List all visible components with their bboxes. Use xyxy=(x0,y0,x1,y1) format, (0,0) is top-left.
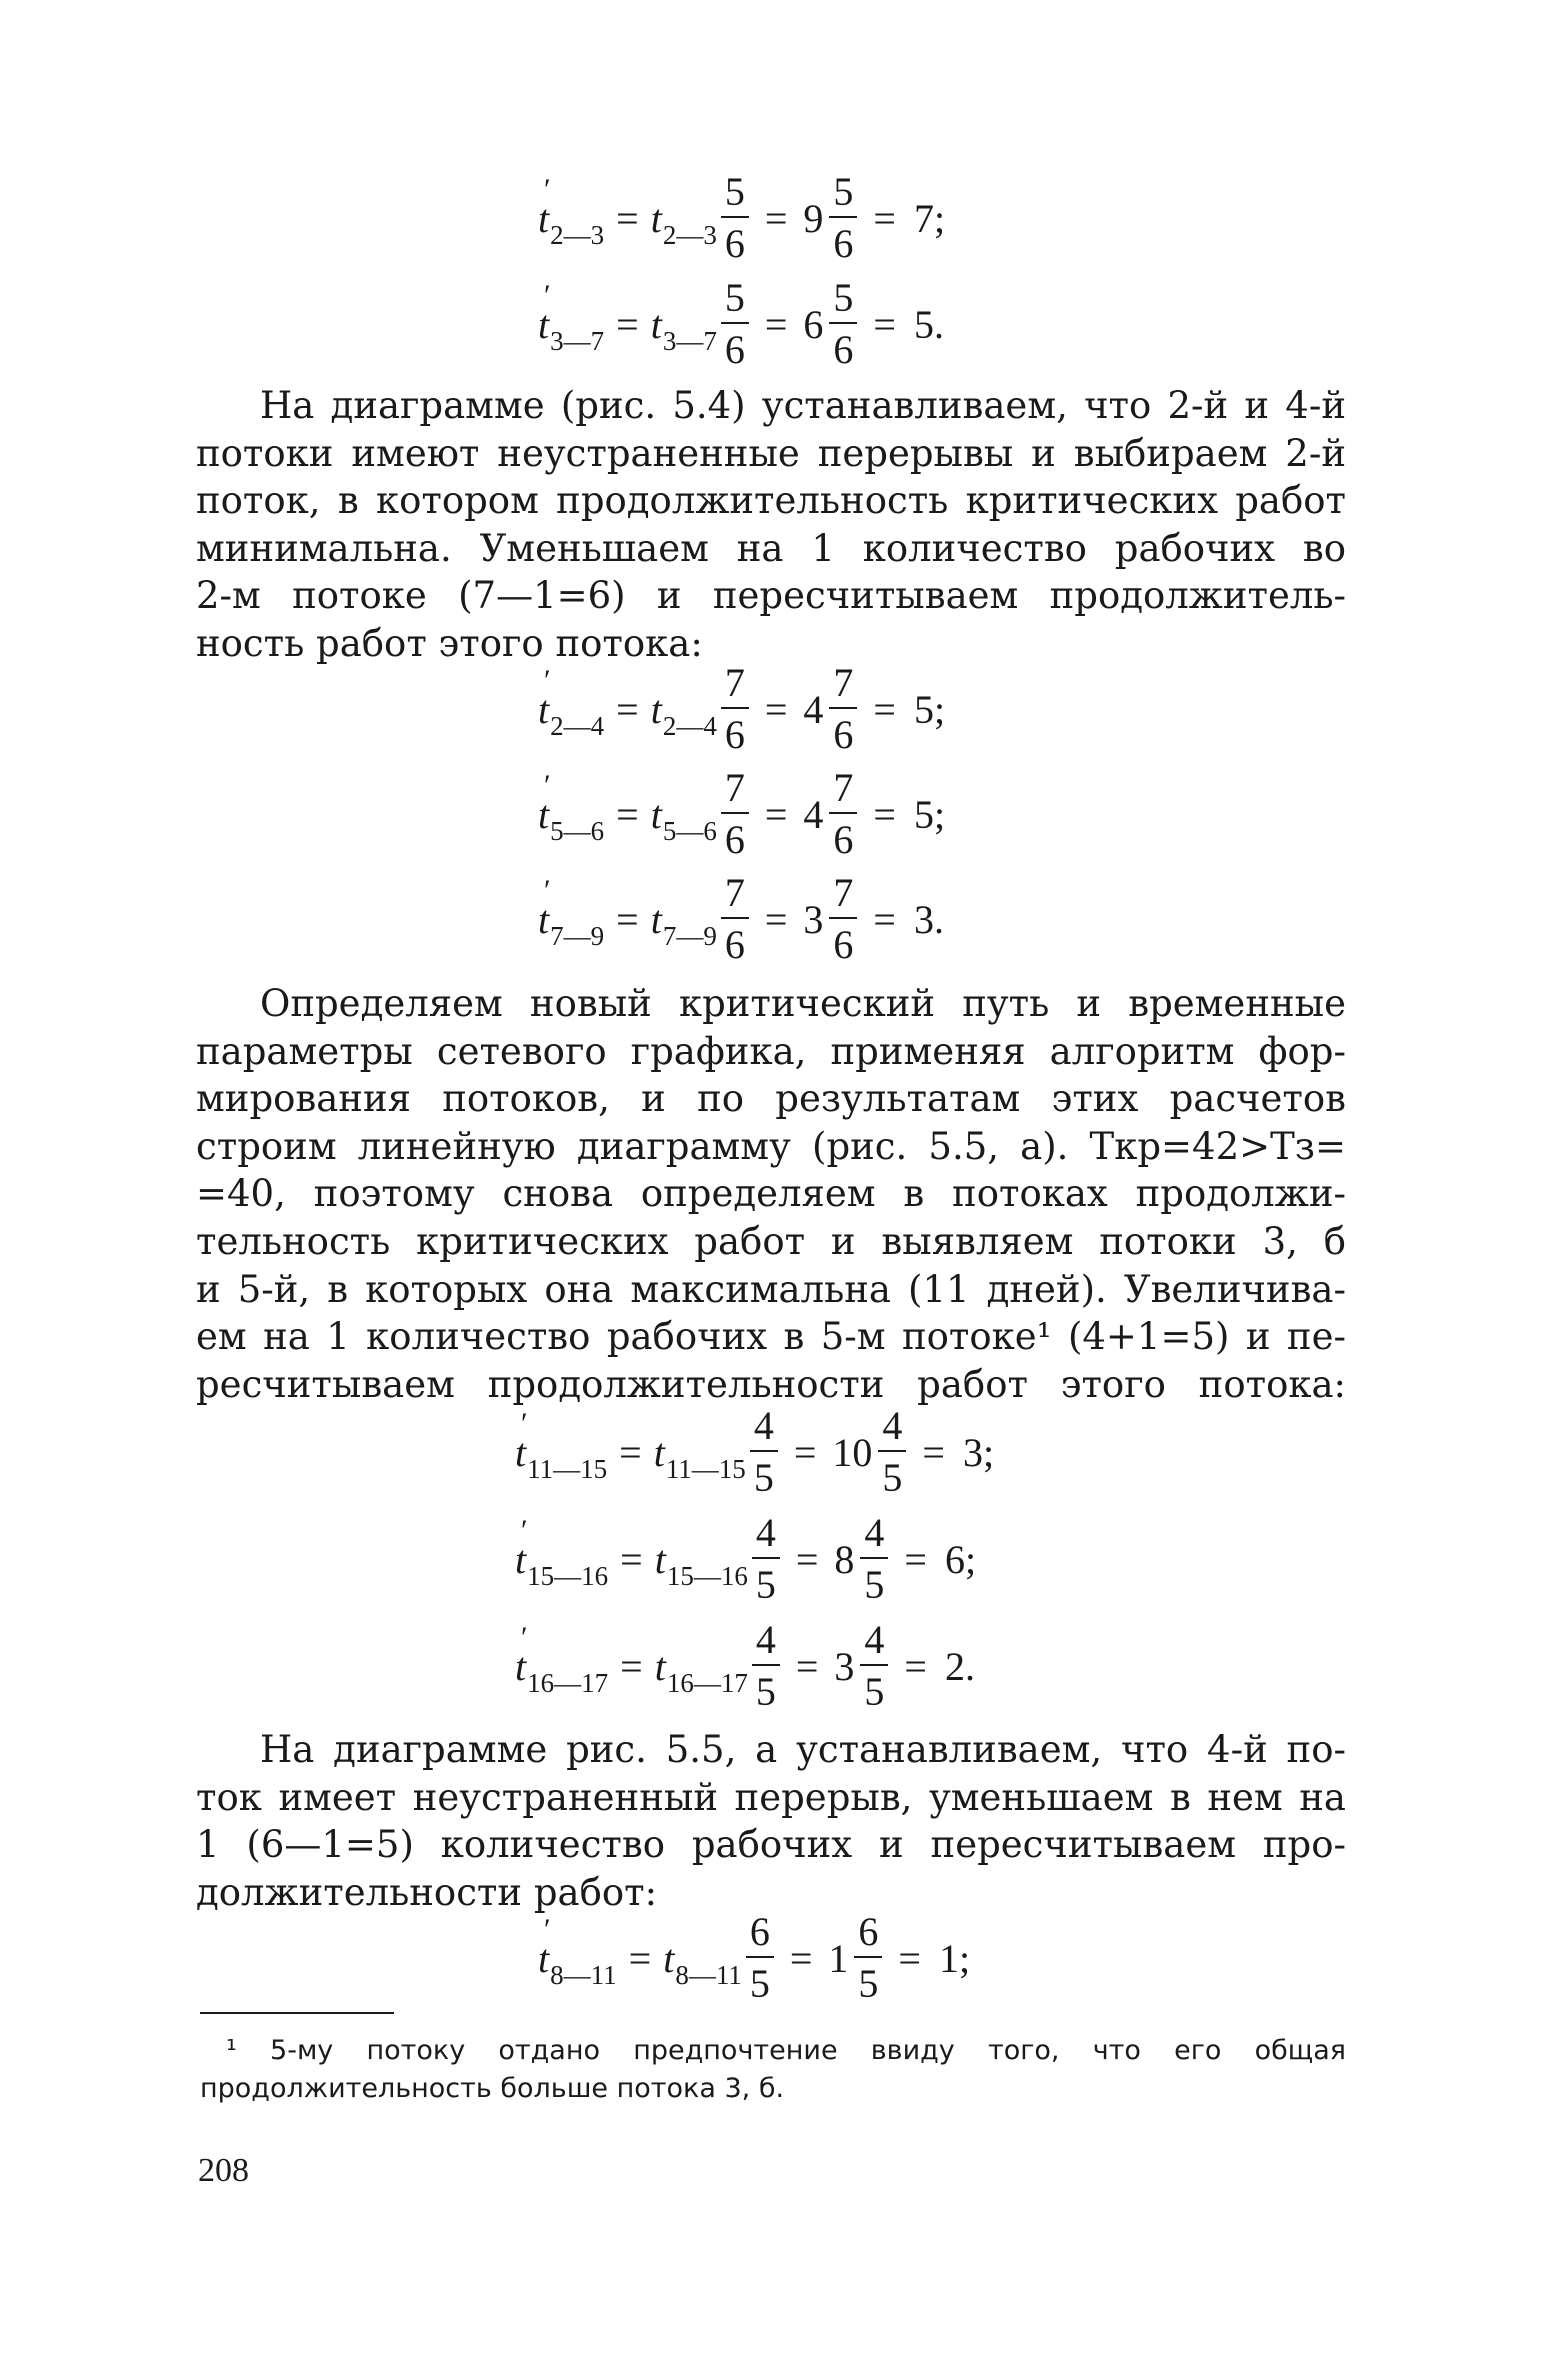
formula-t2-3: t ′ $_{2—3}$ = $t_{2—3}$ $\frac{5}{6}$ = 9 $\frac{5}{6}$ = 7; xyxy=(538,169,946,266)
formula-lhs: t ′ $_{15—16}$ xyxy=(515,1513,609,1591)
footnote: ¹ 5-му потоку отдано предпочтение ввиду того, что его общая продолжительность больше потока 3, б. xyxy=(200,2035,1346,2104)
formula-rhs-var: $t_{15—16}$ xyxy=(654,1536,748,1591)
fraction: $\frac{5}{6}$ xyxy=(721,278,749,370)
formula-t8-11: t ′ $_{8—11}$ = $t_{8—11}$ $\frac{6}{5}$ = 1 $\frac{6}{5}$ = 1; xyxy=(538,1909,971,2006)
fraction: $\frac{4}{5}$ xyxy=(878,1406,906,1498)
formula-lhs: t ′ $_{5—6}$ xyxy=(538,768,605,846)
fraction: $\frac{7}{6}$ xyxy=(829,663,857,755)
paragraph-3: На диаграмме рис. 5.5, а устанавливаем, что 4-й по- ток имеет неустраненный перерыв, уменьшаем в нем на 1 (6—1=5) количество рабочих и пересчитываем про- должительности работ: xyxy=(196,1728,1346,1914)
formula-lhs: t ′ $_{16—17}$ xyxy=(515,1620,609,1698)
formula-rhs-var: $t_{11—15}$ xyxy=(653,1429,746,1484)
fraction: $\frac{5}{6}$ xyxy=(829,278,857,370)
formula-lhs: t ′ $_{7—9}$ xyxy=(538,873,605,951)
formula-t3-7: t ′ $_{3—7}$ = $t_{3—7}$ $\frac{5}{6}$ = 6 $\frac{5}{6}$ = 5. xyxy=(538,275,944,372)
formula-rhs-var: $t_{7—9}$ xyxy=(650,896,717,951)
fraction: $\frac{4}{5}$ xyxy=(752,1620,780,1712)
formula-lhs: t ′ $_{3—7}$ xyxy=(538,278,605,356)
formula-lhs: t ′ $_{11—15}$ xyxy=(515,1406,608,1484)
formula-t2-4: t ′ $_{2—4}$ = $t_{2—4}$ $\frac{7}{6}$ = 4 $\frac{7}{6}$ = 5; xyxy=(538,660,946,757)
fraction: $\frac{4}{5}$ xyxy=(860,1620,888,1712)
fraction: $\frac{6}{5}$ xyxy=(746,1912,774,2004)
fraction: $\frac{7}{6}$ xyxy=(829,768,857,860)
formula-rhs-var: $t_{2—4}$ xyxy=(650,686,717,741)
footnote-divider xyxy=(200,2012,394,2014)
formula-t15-16: t ′ $_{15—16}$ = $t_{15—16}$ $\frac{4}{5}$ = 8 $\frac{4}{5}$ = 6; xyxy=(515,1510,977,1607)
fraction: $\frac{7}{6}$ xyxy=(721,663,749,755)
formula-rhs-var: $t_{3—7}$ xyxy=(650,301,717,356)
fraction: $\frac{7}{6}$ xyxy=(721,873,749,965)
formula-rhs-var: $t_{8—11}$ xyxy=(663,1935,742,1990)
formula-t11-15: t ′ $_{11—15}$ = $t_{11—15}$ $\frac{4}{5}$ = 10 $\frac{4}{5}$ = 3; xyxy=(515,1403,995,1500)
fraction: $\frac{5}{6}$ xyxy=(721,172,749,264)
formula-t5-6: t ′ $_{5—6}$ = $t_{5—6}$ $\frac{7}{6}$ = 4 $\frac{7}{6}$ = 5; xyxy=(538,765,946,862)
formula-lhs: t ′ $_{2—3}$ xyxy=(538,172,605,250)
fraction: $\frac{4}{5}$ xyxy=(860,1513,888,1605)
fraction: $\frac{4}{5}$ xyxy=(752,1513,780,1605)
fraction: $\frac{4}{5}$ xyxy=(750,1406,778,1498)
formula-rhs-var: $t_{16—17}$ xyxy=(654,1643,748,1698)
page-number: 208 xyxy=(198,2152,249,2189)
fraction: $\frac{5}{6}$ xyxy=(829,172,857,264)
formula-t7-9: t ′ $_{7—9}$ = $t_{7—9}$ $\frac{7}{6}$ = 3 $\frac{7}{6}$ = 3. xyxy=(538,870,944,967)
formula-lhs: t ′ $_{8—11}$ xyxy=(538,1912,617,1990)
formula-rhs-var: $t_{5—6}$ xyxy=(650,791,717,846)
fraction: $\frac{6}{5}$ xyxy=(854,1912,882,2004)
fraction: $\frac{7}{6}$ xyxy=(829,873,857,965)
formula-t16-17: t ′ $_{16—17}$ = $t_{16—17}$ $\frac{4}{5}$ = 3 $\frac{4}{5}$ = 2. xyxy=(515,1617,975,1714)
fraction: $\frac{7}{6}$ xyxy=(721,768,749,860)
formula-lhs: t ′ $_{2—4}$ xyxy=(538,663,605,741)
paragraph-1: На диаграмме (рис. 5.4) устанавливаем, что 2-й и 4-й потоки имеют неустраненные перерывы и выбираем 2-й поток, в котором продолжительность критических работ минимальна. Уменьшаем на 1 количество рабочих во 2-м потоке (7—1=6) и пересчитываем продолжитель- ность работ этого потока: xyxy=(196,384,1346,665)
paragraph-2: Определяем новый критический путь и временные параметры сетевого графика, применяя алгоритм фор- мирования потоков, и по результатам этих расчетов строим линейную диаграмму (рис. 5.5, а). Tкр=42>Tз= =40, поэтому снова определяем в потоках продолжи- тельность критических работ и выявляем потоки 3, б и 5-й, в которых она максимальна (11 дней). Увеличива- ем на 1 количество рабочих в 5-м потоке¹ (4+1=5) и пе- ресчитываем продолжительности работ этого потока: xyxy=(196,982,1346,1406)
formula-rhs-var: $t_{2—3}$ xyxy=(650,195,717,250)
